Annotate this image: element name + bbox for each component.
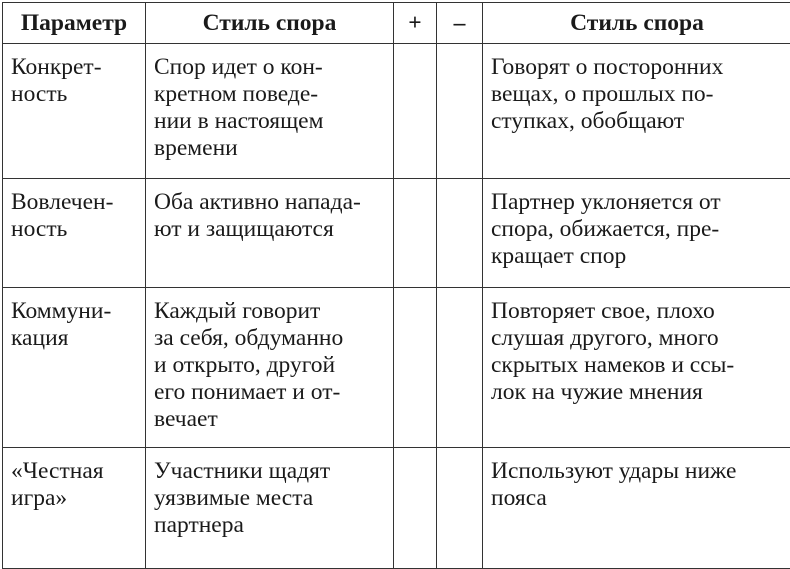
table-row — [3, 448, 790, 569]
cell-line: Повторяет свое, плохо — [491, 298, 783, 325]
table-row — [3, 179, 790, 288]
cell-line: вещах, о прошлых по- — [491, 81, 783, 108]
plus-cell — [394, 44, 437, 179]
cell-line: ность — [11, 81, 137, 108]
cell-line: Коммуни- — [11, 298, 137, 325]
cell-line: вечает — [154, 406, 385, 433]
param-cell — [3, 448, 146, 569]
cell-line: нии в настоящем — [154, 108, 385, 135]
minus-cell — [437, 179, 483, 288]
minus-cell — [437, 448, 483, 569]
negative-cell — [483, 179, 790, 288]
param-cell — [3, 179, 146, 288]
plus-cell — [394, 448, 437, 569]
cell-line: Спор идет о кон- — [154, 54, 385, 81]
positive-cell — [146, 288, 394, 448]
param-cell — [3, 44, 146, 179]
positive-cell — [146, 44, 394, 179]
cell-line: кращает спор — [491, 243, 783, 270]
header-minus: – — [437, 3, 483, 44]
minus-cell — [437, 288, 483, 448]
cell-line: кретном поведе- — [154, 81, 385, 108]
cell-line: его понимает и от- — [154, 379, 385, 406]
cell-line: Говорят о посторонних — [491, 54, 783, 81]
cell-line: ют и защищаются — [154, 216, 385, 243]
param-cell — [3, 288, 146, 448]
cell-line: партнера — [154, 512, 385, 539]
cell-line: уязвимые места — [154, 485, 385, 512]
header-plus: + — [394, 3, 437, 44]
plus-cell — [394, 179, 437, 288]
negative-cell — [483, 44, 790, 179]
cell-line: спора, обижается, пре- — [491, 216, 783, 243]
positive-cell — [146, 448, 394, 569]
cell-line: Используют удары ниже — [491, 458, 783, 485]
cell-line: Оба активно напада- — [154, 189, 385, 216]
cell-line: Участники щадят — [154, 458, 385, 485]
cell-line: слушая другого, много — [491, 325, 783, 352]
cell-line: Конкрет- — [11, 54, 137, 81]
cell-line: и открыто, другой — [154, 352, 385, 379]
header-style-negative: Стиль спора — [483, 3, 790, 44]
cell-line: пояса — [491, 485, 783, 512]
table-row — [3, 44, 790, 179]
cell-line: времени — [154, 135, 385, 162]
cell-line: Вовлечен- — [11, 189, 137, 216]
cell-line: Каждый говорит — [154, 298, 385, 325]
negative-cell — [483, 288, 790, 448]
table-row — [3, 288, 790, 448]
positive-cell — [146, 179, 394, 288]
argument-style-table — [2, 2, 790, 569]
header-style-positive: Стиль спора — [146, 3, 394, 44]
plus-cell — [394, 288, 437, 448]
cell-line: ность — [11, 216, 137, 243]
header-parameter: Параметр — [3, 3, 146, 44]
table-header-row — [3, 3, 790, 44]
cell-line: Партнер уклоняется от — [491, 189, 783, 216]
cell-line: кация — [11, 325, 137, 352]
cell-line: игра» — [11, 485, 137, 512]
cell-line: «Честная — [11, 458, 137, 485]
minus-cell — [437, 44, 483, 179]
cell-line: лок на чужие мнения — [491, 379, 783, 406]
cell-line: ступках, обобщают — [491, 108, 783, 135]
cell-line: за себя, обдуманно — [154, 325, 385, 352]
negative-cell — [483, 448, 790, 569]
cell-line: скрытых намеков и ссы- — [491, 352, 783, 379]
